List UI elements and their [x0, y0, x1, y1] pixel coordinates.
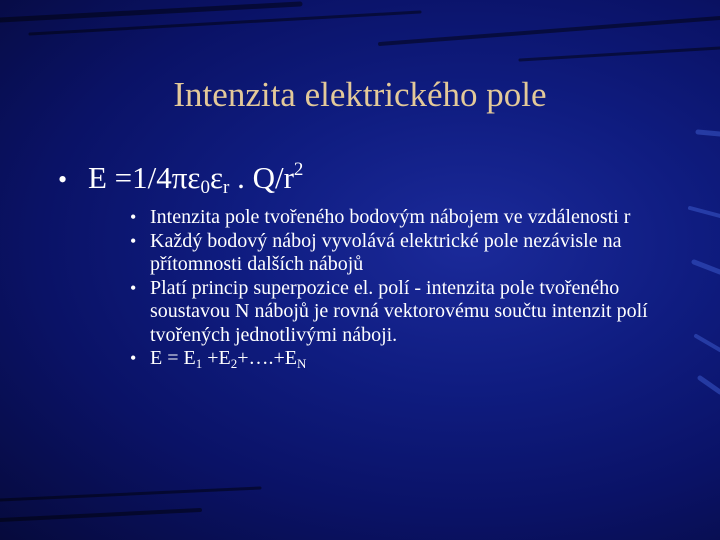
formula-prefix: E =1/4πε: [88, 160, 201, 195]
formula-epsilon: ε: [209, 160, 223, 195]
sum-part-2: +E: [202, 347, 231, 369]
slide-title: Intenzita elektrického pole: [173, 75, 547, 114]
sum-part-3: +….+E: [237, 347, 297, 369]
formula-bullet: [58, 158, 303, 200]
formula-sub-0: 0: [200, 177, 210, 198]
sub-bullet-text: Platí princip superpozice el. polí - intenzita pole tvořeného soustavou N nábojů je rovná vektorovému součtu intenzit polí tvořených jednotlivými náboji.: [150, 276, 648, 346]
formula-sub-r: r: [222, 177, 230, 198]
formula-exponent: 2: [293, 159, 304, 180]
sum-sub-2: 2: [230, 356, 238, 371]
sum-part-1: E = E: [150, 347, 196, 369]
sub-bullet-list: [130, 206, 690, 371]
sub-bullet-item: [130, 277, 690, 348]
sum-sub-n: N: [297, 356, 307, 371]
bullet-marker: •: [130, 277, 137, 298]
sum-sub-1: 1: [195, 356, 203, 371]
bullet-marker: •: [58, 165, 68, 194]
formula-rest: . Q/r: [229, 160, 294, 195]
sum-formula-item: [130, 347, 690, 371]
bullet-marker: •: [130, 207, 137, 227]
sub-bullet-item: [130, 230, 690, 277]
sub-bullet-text: Intenzita pole tvořeného bodovým nábojem ve vzdálenosti r: [150, 206, 631, 228]
sub-bullet-text: Každý bodový náboj vyvolává elektrické pole nezávisle na přítomnosti dalších nábojů: [150, 229, 622, 275]
bullet-marker: •: [130, 348, 137, 368]
bullet-marker: •: [130, 230, 137, 251]
sub-bullet-item: [130, 206, 690, 230]
